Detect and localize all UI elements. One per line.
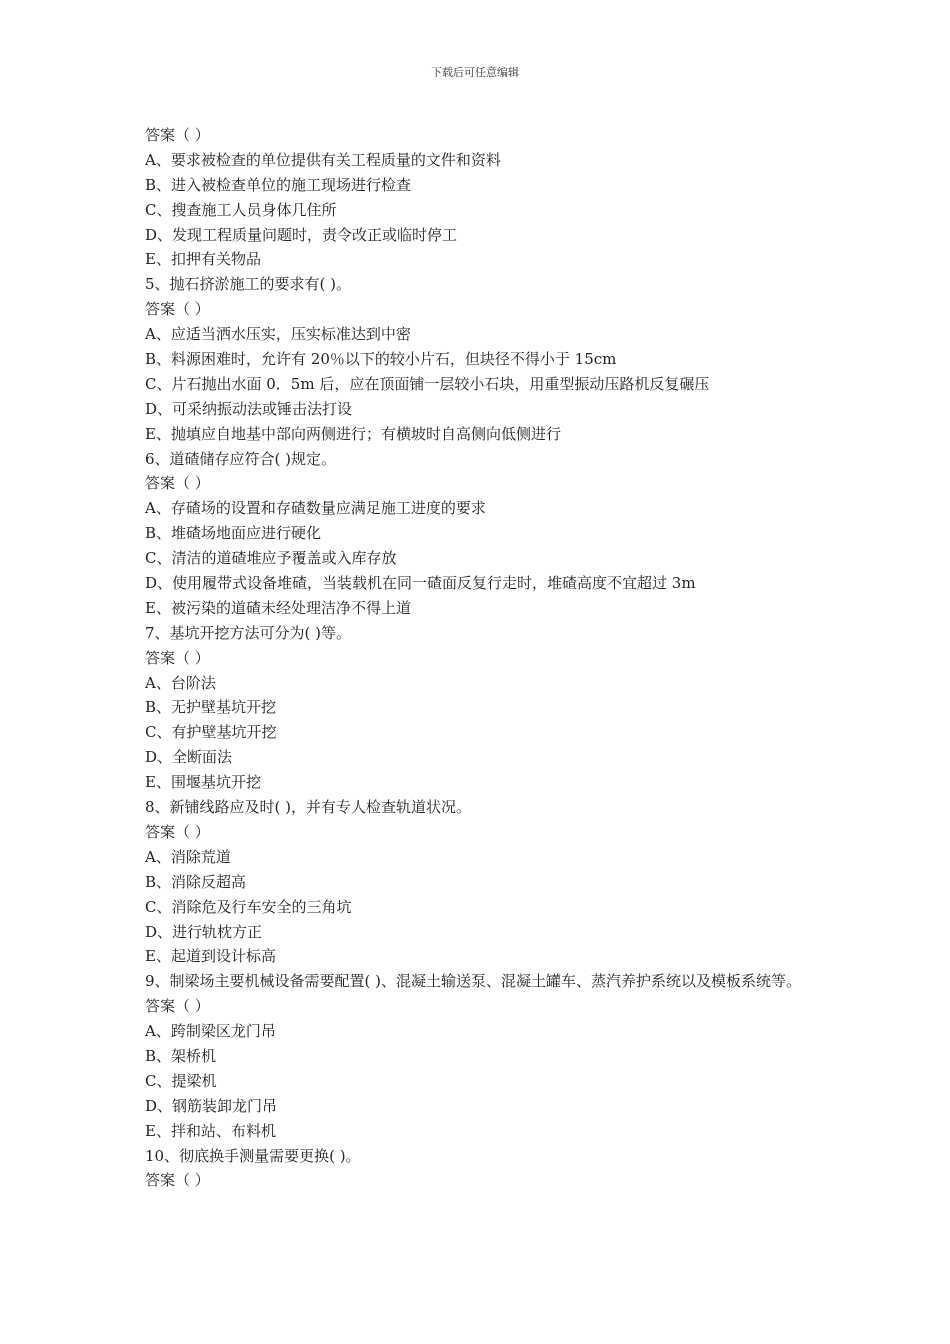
option-line: E、拌和站、布料机	[145, 1121, 276, 1140]
option-line: D、钢筋装卸龙门吊	[145, 1096, 278, 1115]
answer-line: 答案（ ）	[145, 300, 210, 319]
option-line: C、片石抛出水面 0．5m 后，应在顶面铺一层较小石块，用重型振动压路机反复碾压	[145, 374, 710, 393]
option-line: D、进行轨枕方正	[145, 922, 263, 941]
option-line: A、消除荒道	[145, 847, 231, 866]
option-line: D、使用履带式设备堆碴，当装载机在同一碴面反复行走时，堆碴高度不宜超过 3m	[145, 574, 696, 593]
option-line: C、搜查施工人员身体几住所	[145, 200, 337, 219]
option-line: D、全断面法	[145, 748, 233, 767]
option-line: A、要求被检查的单位提供有关工程质量的文件和资料	[145, 150, 501, 169]
question-line: 7、基坑开挖方法可分为( )等。	[145, 623, 352, 642]
document-body	[145, 123, 810, 1193]
option-line: A、应适当洒水压实，压实标准达到中密	[145, 325, 411, 344]
option-line: C、清洁的道碴堆应予覆盖或入库存放	[145, 549, 397, 568]
option-line: E、起道到设计标高	[145, 947, 276, 966]
option-line: E、被污染的道碴未经处理洁净不得上道	[145, 598, 411, 617]
option-line: C、有护壁基坑开挖	[145, 723, 277, 742]
option-line: C、提梁机	[145, 1071, 217, 1090]
option-line: E、围堰基坑开挖	[145, 773, 261, 792]
option-line: A、跨制梁区龙门吊	[145, 1022, 276, 1041]
option-line: B、堆碴场地面应进行硬化	[145, 524, 322, 543]
option-line: E、抛填应自地基中部向两侧进行；有横坡时自高侧向低侧进行	[145, 424, 561, 443]
option-line: A、台阶法	[145, 673, 216, 692]
question-line: 9、制梁场主要机械设备需要配置( )、混凝土输送泵、混凝土罐车、蒸汽养护系统以及模板系统等。	[145, 972, 802, 991]
answer-line: 答案（ ）	[145, 1171, 210, 1190]
answer-line: 答案（ ）	[145, 474, 210, 493]
option-line: B、架桥机	[145, 1046, 217, 1065]
option-line: D、可采纳振动法或锤击法打设	[145, 399, 353, 418]
option-line: B、进入被检查单位的施工现场进行检查	[145, 175, 412, 194]
option-line: D、发现工程质量问题时，责令改正或临时停工	[145, 225, 458, 244]
answer-line: 答案（ ）	[145, 648, 210, 667]
question-line: 5、抛石挤淤施工的要求有( )。	[145, 275, 352, 294]
question-line: 10、彻底换手测量需要更换( )。	[145, 1146, 361, 1165]
answer-line: 答案（ ）	[145, 126, 210, 144]
option-line: A、存碴场的设置和存碴数量应满足施工进度的要求	[145, 499, 486, 518]
answer-line: 答案（ ）	[145, 822, 210, 841]
option-line: B、无护壁基坑开挖	[145, 698, 277, 717]
question-line: 6、道碴储存应符合( )规定。	[145, 449, 337, 468]
page-header: 下载后可任意编辑	[431, 66, 519, 79]
answer-line: 答案（ ）	[145, 997, 210, 1016]
option-line: E、扣押有关物品	[145, 250, 261, 269]
option-line: C、消除危及行车安全的三角坑	[145, 897, 352, 916]
option-line: B、料源困难时，允许有 20％以下的较小片石，但块径不得小于 15cm	[145, 350, 617, 369]
option-line: B、消除反超高	[145, 872, 247, 891]
question-line: 8、新铺线路应及时( )，并有专人检查轨道状况。	[145, 798, 472, 817]
